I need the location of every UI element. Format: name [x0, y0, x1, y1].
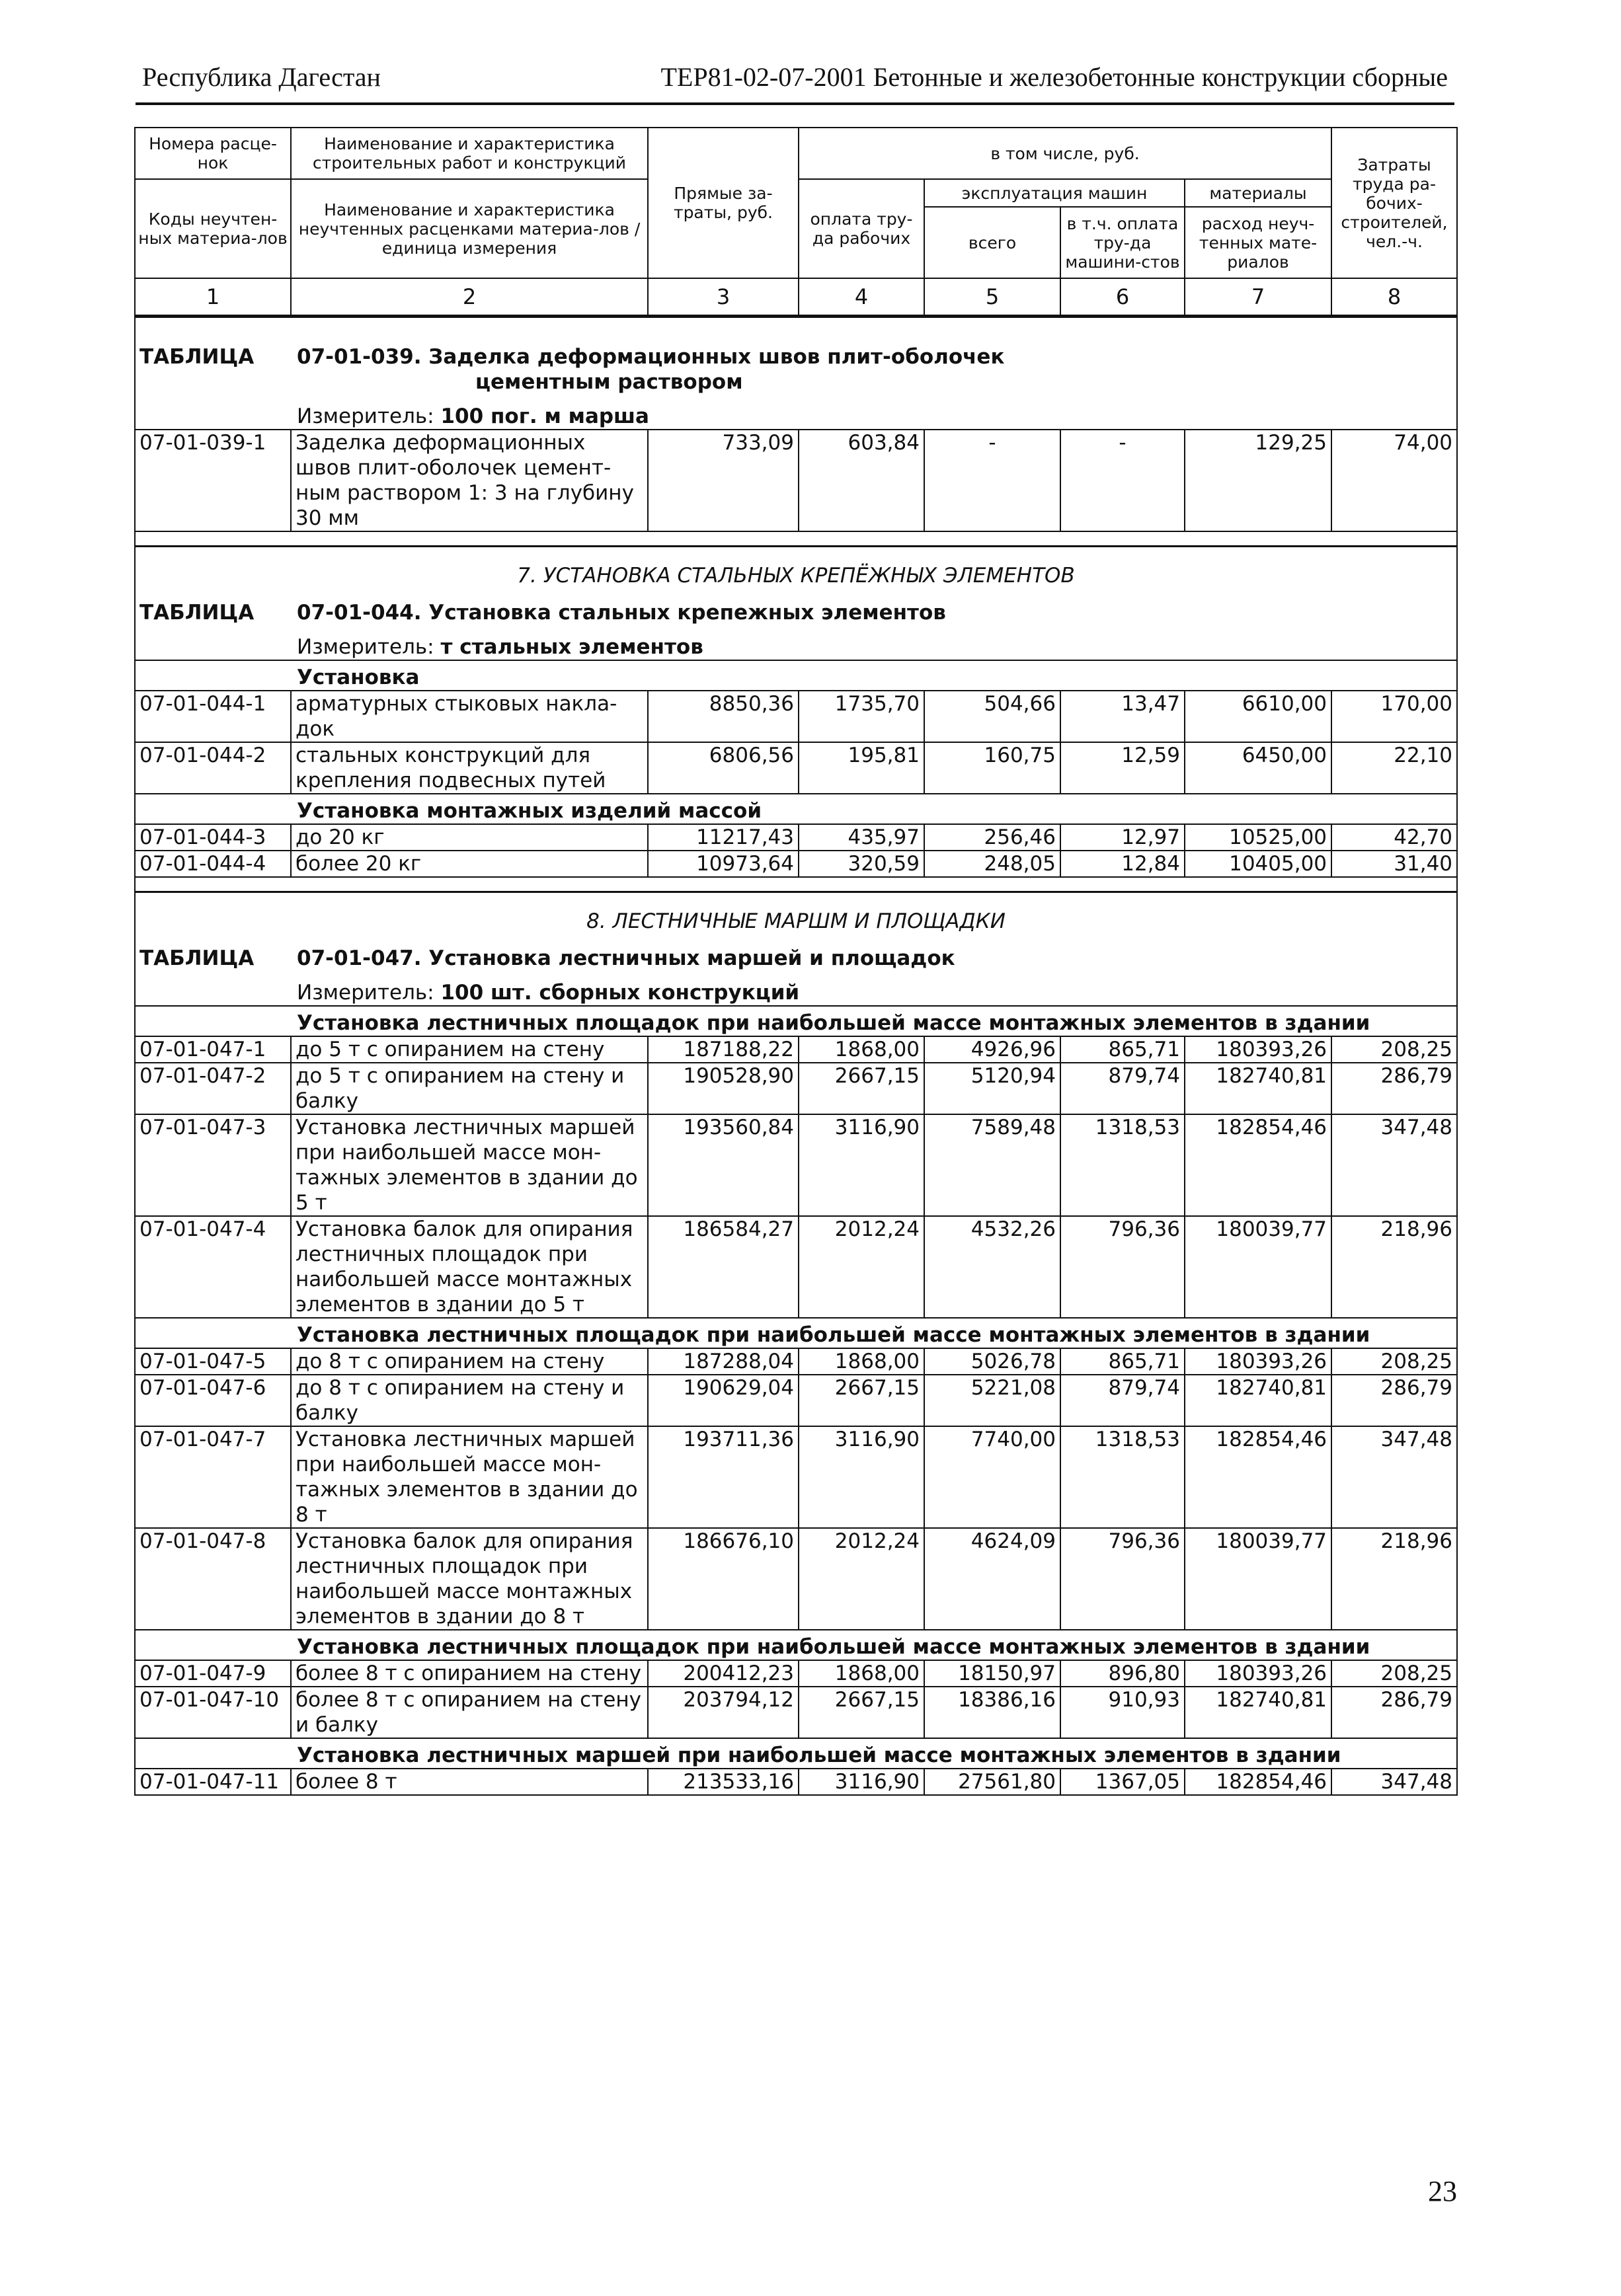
cell-mach-labor: 910,93 [1060, 1687, 1185, 1738]
col-materials-expense: расход неуч-тенных мате-риалов [1185, 207, 1331, 278]
cell-mach: 4532,26 [924, 1216, 1060, 1318]
cell-name: арматурных стыковых накла-док [291, 691, 648, 742]
cell-hours: 347,48 [1331, 1426, 1457, 1528]
table-row [135, 1660, 1457, 1687]
col-num: 1 [135, 278, 291, 317]
section-heading-row [135, 547, 1457, 589]
cell-direct: 200412,23 [648, 1660, 799, 1687]
cell-direct: 6806,56 [648, 742, 799, 794]
cell-mach: 7740,00 [924, 1426, 1060, 1528]
cell-labor: 320,59 [799, 851, 924, 877]
cell-direct: 187288,04 [648, 1348, 799, 1375]
cell-code: 07-01-039-1 [135, 430, 291, 531]
cell-name: Установка балок для опирания лестничных площадок при наибольшей массе монтажных элементов в здании до 5 т [291, 1216, 648, 1318]
cell-mat: 10525,00 [1185, 824, 1331, 851]
cell-code: 07-01-044-1 [135, 691, 291, 742]
cell-labor: 2667,15 [799, 1063, 924, 1114]
measure-value: 100 пог. м марша [440, 404, 649, 428]
table-row [135, 1114, 1457, 1216]
cell-code: 07-01-047-2 [135, 1063, 291, 1114]
cell-hours: 286,79 [1331, 1375, 1457, 1426]
measure-row [135, 395, 1457, 430]
cell-hours: 208,25 [1331, 1348, 1457, 1375]
table-label: ТАБЛИЦА [139, 345, 255, 369]
table-row [135, 851, 1457, 877]
cell-mach: 256,46 [924, 824, 1060, 851]
cell-mat: 182740,81 [1185, 1375, 1331, 1426]
cell-mach: 5026,78 [924, 1348, 1060, 1375]
cell-mat: 10405,00 [1185, 851, 1331, 877]
cell-labor: 2012,24 [799, 1528, 924, 1630]
group-heading-row [135, 1630, 1457, 1660]
cell-name: Заделка деформационных швов плит-оболочек цемент-ным раствором 1: 3 на глубину 30 мм [291, 430, 648, 531]
cell-mach-labor: 796,36 [1060, 1528, 1185, 1630]
cell-direct: 10973,64 [648, 851, 799, 877]
cell-code: 07-01-047-3 [135, 1114, 291, 1216]
cell-mat: 182740,81 [1185, 1063, 1331, 1114]
cell-code: 07-01-047-8 [135, 1528, 291, 1630]
table-row [135, 1769, 1457, 1795]
cell-direct: 190528,90 [648, 1063, 799, 1114]
cell-hours: 170,00 [1331, 691, 1457, 742]
cell-mach: 27561,80 [924, 1769, 1060, 1795]
col-machines-total: всего [924, 207, 1060, 278]
col-num: 8 [1331, 278, 1457, 317]
cell-direct: 186676,10 [648, 1528, 799, 1630]
table-row [135, 1063, 1457, 1114]
cell-labor: 2667,15 [799, 1687, 924, 1738]
cell-hours: 42,70 [1331, 824, 1457, 851]
page-number: 23 [1428, 2175, 1457, 2207]
group-heading-row [135, 1006, 1457, 1036]
cell-mach: 248,05 [924, 851, 1060, 877]
table-row [135, 1687, 1457, 1738]
col-labor-hours: Затраты труда ра-бочих-строителей, чел.-ч. [1331, 128, 1457, 278]
cell-name: более 8 т [291, 1769, 648, 1795]
cell-name: до 8 т с опиранием на стену и балку [291, 1375, 648, 1426]
cell-name: Установка балок для опирания лестничных площадок при наибольшей массе монтажных элементов в здании до 8 т [291, 1528, 648, 1630]
measure-value: т стальных элементов [440, 635, 703, 659]
cell-direct: 193560,84 [648, 1114, 799, 1216]
table-row [135, 824, 1457, 851]
cell-mach: 7589,48 [924, 1114, 1060, 1216]
cell-hours: 31,40 [1331, 851, 1457, 877]
cell-mach: - [924, 430, 1060, 531]
table-row [135, 1216, 1457, 1318]
measure-row [135, 625, 1457, 660]
measure-label: Измеритель: [297, 635, 434, 659]
cell-mach-labor: 1367,05 [1060, 1769, 1185, 1795]
cell-labor: 1868,00 [799, 1660, 924, 1687]
cell-code: 07-01-047-11 [135, 1769, 291, 1795]
cell-hours: 347,48 [1331, 1114, 1457, 1216]
group-heading: Установка лестничных площадок при наибольшей массе монтажных элементов в здании [297, 1635, 1370, 1659]
cell-mat: 6450,00 [1185, 742, 1331, 794]
cell-name: Установка лестничных маршей при наибольшей массе мон-тажных элементов в здании до 5 т [291, 1114, 648, 1216]
table-title-row [135, 934, 1457, 971]
cell-code: 07-01-044-3 [135, 824, 291, 851]
cell-code: 07-01-047-1 [135, 1036, 291, 1063]
cell-code: 07-01-047-5 [135, 1348, 291, 1375]
cell-mat: 180393,26 [1185, 1348, 1331, 1375]
cell-mach-labor: 12,59 [1060, 742, 1185, 794]
group-heading: Установка [297, 666, 420, 689]
table-row [135, 1348, 1457, 1375]
col-num: 4 [799, 278, 924, 317]
cell-mat: 182854,46 [1185, 1426, 1331, 1528]
cell-mat: 129,25 [1185, 430, 1331, 531]
cell-code: 07-01-047-6 [135, 1375, 291, 1426]
table-row [135, 1375, 1457, 1426]
section-heading: 7. УСТАНОВКА СТАЛЬНЫХ КРЕПЁЖНЫХ ЭЛЕМЕНТОВ [135, 547, 1457, 589]
cell-hours: 218,96 [1331, 1216, 1457, 1318]
table-label: ТАБЛИЦА [139, 601, 255, 625]
cell-hours: 347,48 [1331, 1769, 1457, 1795]
cell-hours: 286,79 [1331, 1063, 1457, 1114]
cell-name: до 20 кг [291, 824, 648, 851]
group-heading-row [135, 660, 1457, 691]
cell-mach: 18150,97 [924, 1660, 1060, 1687]
group-heading: Установка лестничных площадок при наибольшей массе монтажных элементов в здании [297, 1011, 1370, 1035]
cell-direct: 8850,36 [648, 691, 799, 742]
col-group-machines: эксплуатация машин [924, 179, 1185, 207]
cell-labor: 1868,00 [799, 1036, 924, 1063]
cell-code: 07-01-047-7 [135, 1426, 291, 1528]
cell-code: 07-01-044-4 [135, 851, 291, 877]
cell-mat: 182740,81 [1185, 1687, 1331, 1738]
group-heading-row [135, 1738, 1457, 1769]
table-row [135, 430, 1457, 531]
rates-table [134, 127, 1458, 1796]
measure-value: 100 шт. сборных конструкций [440, 981, 800, 1005]
table-title: 07-01-039. Заделка деформационных швов плит-оболочек [297, 345, 1005, 369]
table-title-row [135, 317, 1457, 395]
cell-code: 07-01-047-4 [135, 1216, 291, 1318]
cell-direct: 11217,43 [648, 824, 799, 851]
spacer-row [135, 531, 1457, 547]
cell-mach-labor: 879,74 [1060, 1375, 1185, 1426]
cell-code: 07-01-044-2 [135, 742, 291, 794]
cell-mach-labor: 896,80 [1060, 1660, 1185, 1687]
region-title: Республика Дагестан [142, 62, 381, 92]
cell-labor: 3116,90 [799, 1114, 924, 1216]
cell-labor: 2012,24 [799, 1216, 924, 1318]
table-title-row [135, 588, 1457, 625]
cell-name: более 20 кг [291, 851, 648, 877]
cell-direct: 213533,16 [648, 1769, 799, 1795]
cell-labor: 1735,70 [799, 691, 924, 742]
cell-mat: 180039,77 [1185, 1528, 1331, 1630]
col-num: 5 [924, 278, 1060, 317]
col-num: 6 [1060, 278, 1185, 317]
section-heading: 8. ЛЕСТНИЧНЫЕ МАРШМ И ПЛОЩАДКИ [135, 892, 1457, 935]
cell-mat: 180039,77 [1185, 1216, 1331, 1318]
cell-labor: 435,97 [799, 824, 924, 851]
cell-mach-labor: 13,47 [1060, 691, 1185, 742]
cell-direct: 733,09 [648, 430, 799, 531]
cell-mach: 504,66 [924, 691, 1060, 742]
table-title-line2: цементным раствором [475, 370, 743, 394]
group-heading: Установка монтажных изделий массой [297, 799, 762, 823]
col-direct: Прямые за-траты, руб. [648, 128, 799, 278]
spacer-row [135, 877, 1457, 892]
cell-mach: 4926,96 [924, 1036, 1060, 1063]
col-name-bottom: Наименование и характеристика неучтенных расценками материа-лов / единица измерения [291, 179, 648, 278]
cell-code: 07-01-047-9 [135, 1660, 291, 1687]
col-num: 3 [648, 278, 799, 317]
cell-hours: 218,96 [1331, 1528, 1457, 1630]
cell-mach: 5120,94 [924, 1063, 1060, 1114]
cell-mach-labor: 1318,53 [1060, 1114, 1185, 1216]
cell-mach-labor: 12,84 [1060, 851, 1185, 877]
cell-mach: 160,75 [924, 742, 1060, 794]
cell-hours: 286,79 [1331, 1687, 1457, 1738]
cell-hours: 208,25 [1331, 1660, 1457, 1687]
cell-mach-labor: 865,71 [1060, 1036, 1185, 1063]
cell-mat: 180393,26 [1185, 1036, 1331, 1063]
cell-mach-labor: 1318,53 [1060, 1426, 1185, 1528]
cell-hours: 208,25 [1331, 1036, 1457, 1063]
cell-direct: 203794,12 [648, 1687, 799, 1738]
cell-mach-labor: 12,97 [1060, 824, 1185, 851]
table-title: 07-01-047. Установка лестничных маршей и площадок [297, 946, 955, 970]
col-group-including: в том числе, руб. [799, 128, 1331, 179]
table-body [135, 317, 1457, 1796]
cell-direct: 186584,27 [648, 1216, 799, 1318]
cell-direct: 193711,36 [648, 1426, 799, 1528]
column-numbers-row [135, 278, 1457, 317]
cell-labor: 2667,15 [799, 1375, 924, 1426]
cell-mach-labor: 865,71 [1060, 1348, 1185, 1375]
cell-labor: 1868,00 [799, 1348, 924, 1375]
cell-name: до 5 т с опиранием на стену и балку [291, 1063, 648, 1114]
measure-label: Измеритель: [297, 981, 434, 1005]
table-row [135, 691, 1457, 742]
cell-mach-labor: 796,36 [1060, 1216, 1185, 1318]
table-title: 07-01-044. Установка стальных крепежных элементов [297, 601, 946, 625]
cell-direct: 187188,22 [648, 1036, 799, 1063]
col-num: 2 [291, 278, 648, 317]
cell-mat: 6610,00 [1185, 691, 1331, 742]
cell-direct: 190629,04 [648, 1375, 799, 1426]
col-code-top: Номера расце-нок [135, 128, 291, 179]
table-label: ТАБЛИЦА [139, 946, 255, 970]
col-worker-pay: оплата тру-да рабочих [799, 179, 924, 278]
cell-hours: 22,10 [1331, 742, 1457, 794]
cell-hours: 74,00 [1331, 430, 1457, 531]
table-row [135, 742, 1457, 794]
cell-name: до 8 т с опиранием на стену [291, 1348, 648, 1375]
cell-mach: 5221,08 [924, 1375, 1060, 1426]
table-header [135, 128, 1457, 317]
cell-mach: 18386,16 [924, 1687, 1060, 1738]
cell-labor: 3116,90 [799, 1769, 924, 1795]
col-name-top: Наименование и характеристика строительных работ и конструкций [291, 128, 648, 179]
page-header [136, 56, 1454, 105]
group-heading-row [135, 794, 1457, 824]
cell-labor: 603,84 [799, 430, 924, 531]
cell-name: более 8 т с опиранием на стену и балку [291, 1687, 648, 1738]
measure-row [135, 971, 1457, 1006]
cell-mat: 180393,26 [1185, 1660, 1331, 1687]
measure-label: Измеритель: [297, 404, 434, 428]
cell-mach-labor: - [1060, 430, 1185, 531]
cell-labor: 3116,90 [799, 1426, 924, 1528]
group-heading-row [135, 1318, 1457, 1348]
cell-mat: 182854,46 [1185, 1114, 1331, 1216]
document-title: ТЕР81-02-07-2001 Бетонные и железобетонные конструкции сборные [660, 62, 1448, 92]
cell-code: 07-01-047-10 [135, 1687, 291, 1738]
cell-mat: 182854,46 [1185, 1769, 1331, 1795]
rates-table-wrapper [134, 127, 1456, 1796]
table-row [135, 1426, 1457, 1528]
col-num: 7 [1185, 278, 1331, 317]
cell-labor: 195,81 [799, 742, 924, 794]
cell-name: Установка лестничных маршей при наибольшей массе мон-тажных элементов в здании до 8 т [291, 1426, 648, 1528]
section-heading-row [135, 892, 1457, 935]
table-row [135, 1528, 1457, 1630]
cell-mach: 4624,09 [924, 1528, 1060, 1630]
col-machinist-pay: в т.ч. оплата тру-да машини-стов [1060, 207, 1185, 278]
cell-mach-labor: 879,74 [1060, 1063, 1185, 1114]
col-code-bottom: Коды неучтен-ных материа-лов [135, 179, 291, 278]
table-row [135, 1036, 1457, 1063]
cell-name: более 8 т с опиранием на стену [291, 1660, 648, 1687]
cell-name: до 5 т с опиранием на стену [291, 1036, 648, 1063]
group-heading: Установка лестничных площадок при наибольшей массе монтажных элементов в здании [297, 1323, 1370, 1347]
cell-name: стальных конструкций для крепления подвесных путей [291, 742, 648, 794]
group-heading: Установка лестничных маршей при наибольшей массе монтажных элементов в здании [297, 1743, 1341, 1767]
col-group-materials: материалы [1185, 179, 1331, 207]
